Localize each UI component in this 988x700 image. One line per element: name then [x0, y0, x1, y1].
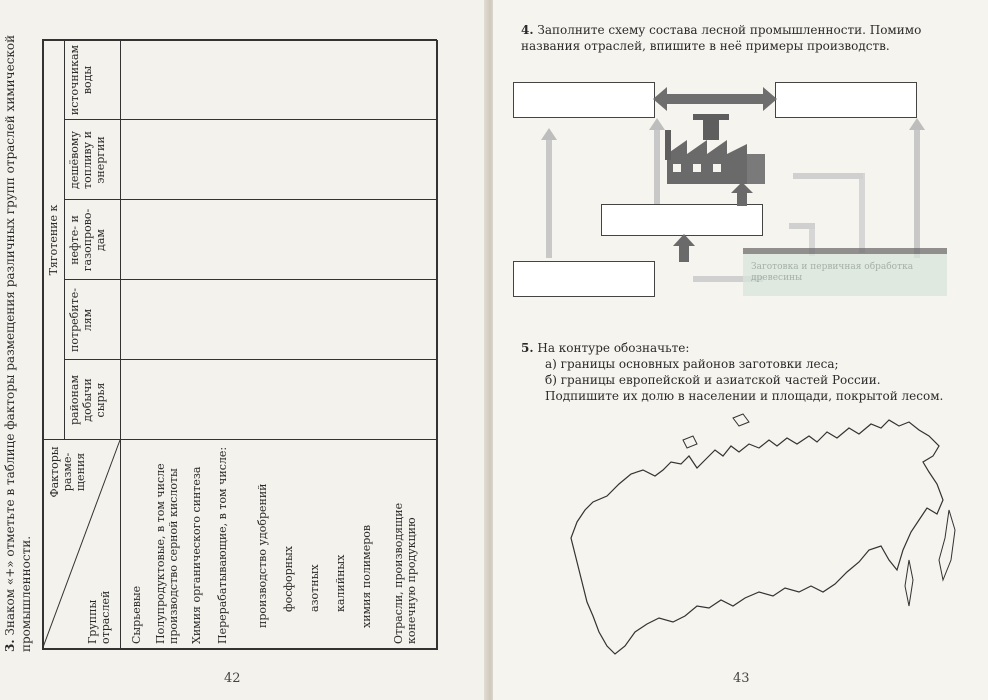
task5-item-c: Подпишите их долю в населении и площади, покрытой лесом.	[545, 389, 944, 403]
col-pipelines: нефте- и газопрово-дам	[68, 208, 107, 272]
row-processing: Перерабатывающие, в том числе:	[216, 446, 229, 644]
scheme-box-top-left[interactable]	[513, 82, 655, 118]
task4-number: 4.	[521, 23, 534, 37]
scheme-box-middle[interactable]	[601, 204, 763, 236]
faint-raw-materials-band	[743, 248, 947, 296]
task5-number: 5.	[521, 341, 534, 355]
task5-item-a: а) границы основных районов заготовки леса;	[545, 357, 839, 371]
row-polymers: химия полимеров	[360, 524, 373, 628]
attraction-header: Тяготение к	[47, 204, 60, 276]
row-fertilizers: производство удобрений	[256, 483, 269, 628]
page-number-left: 42	[224, 671, 241, 686]
task3-rotated-block	[0, 0, 487, 680]
corner-factors-label: Факторы разме-щения	[48, 446, 87, 498]
row-potash: калийных	[334, 554, 347, 612]
row-final-products: Отрасли, производящие конечную продукцию	[392, 502, 418, 644]
scheme-box-bottom-left[interactable]	[513, 261, 655, 297]
row-phosphate: фосфорных	[282, 546, 295, 612]
forestry-scheme	[513, 78, 953, 308]
col-cheap-fuel: дешёвому топливу и энергии	[68, 131, 107, 189]
task4-text: Заполните схему состава лесной промышленности. Помимо названия отраслей, впишите в неё примеры производств.	[521, 23, 922, 53]
row-nitrogen: азотных	[308, 564, 321, 612]
arrow-up-dark	[673, 234, 695, 262]
task5-intro: На контуре обозначьте:	[537, 341, 690, 355]
row-organic: Химия органического синтеза	[190, 466, 203, 644]
task5-item-b: б) границы европейской и азиатской частей России.	[545, 373, 881, 387]
task3-heading	[2, 12, 34, 652]
left-page	[0, 0, 487, 700]
right-page	[493, 0, 988, 700]
col-consumers: потребите-лям	[68, 288, 94, 352]
double-arrow	[653, 84, 777, 116]
russia-outline-map	[563, 410, 963, 665]
task3-text: Знаком «+» отметьте в таблице факторы размещения различных групп отраслей химической промышленности.	[3, 34, 33, 652]
page-number-right: 43	[733, 671, 750, 686]
col-water-sources: источникам воды	[68, 44, 94, 116]
faint-scheme-text: Заготовка и первичная обработка древесины	[751, 262, 914, 283]
scheme-box-top-right[interactable]	[775, 82, 917, 118]
factors-table	[42, 40, 437, 650]
task4-heading	[521, 22, 961, 54]
row-semiproduct: Полупродуктовые, в том числе производство серной кислоты	[154, 463, 180, 644]
task5-heading	[521, 340, 961, 356]
arrow-up-dark-2	[731, 182, 753, 206]
col-raw-materials: районам добычи сырья	[68, 375, 107, 425]
factory-icon	[663, 114, 773, 186]
corner-groups-label: Группы отраслей	[86, 590, 112, 644]
row-raw: Сырьевые	[130, 585, 143, 644]
task3-number: 3.	[3, 639, 17, 652]
